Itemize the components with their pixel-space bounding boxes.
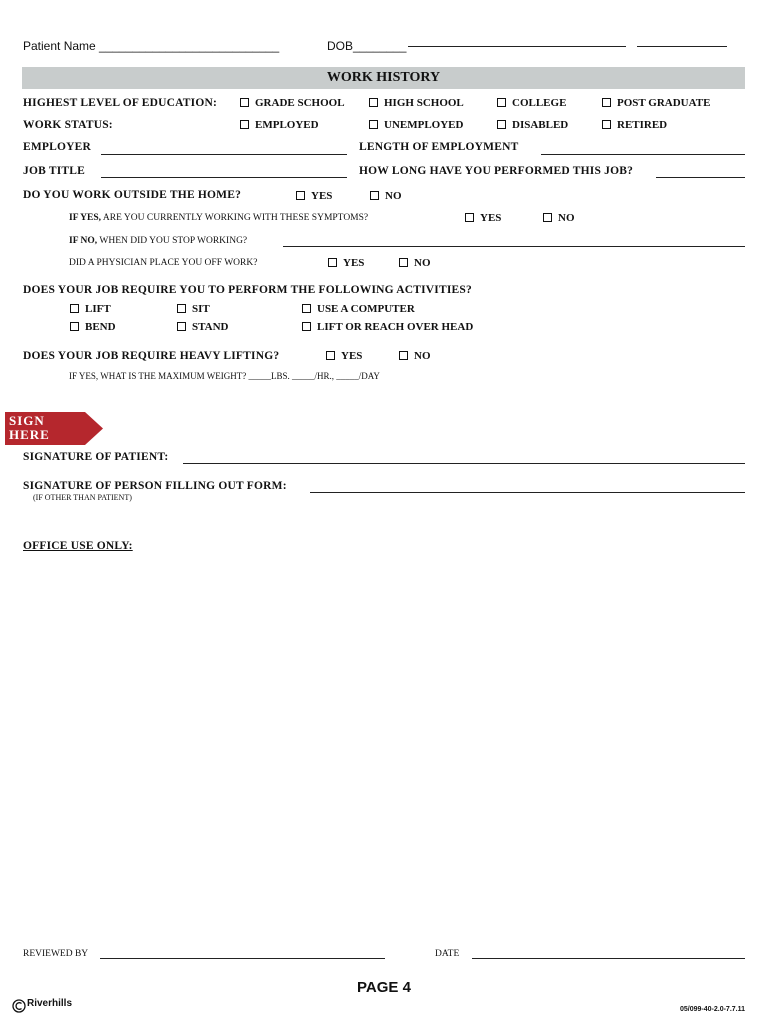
job-title-field[interactable] — [101, 177, 347, 178]
work-status-employed[interactable]: EMPLOYED — [240, 119, 319, 131]
person-signature-field[interactable] — [310, 492, 745, 493]
activity-lift[interactable]: LIFT — [70, 303, 111, 315]
work-status-label: WORK STATUS: — [23, 119, 113, 131]
max-weight-question: IF YES, WHAT IS THE MAXIMUM WEIGHT? _____LBS. _____/HR., _____/DAY — [69, 371, 380, 381]
education-label: HIGHEST LEVEL OF EDUCATION: — [23, 97, 218, 109]
symptoms-yes[interactable]: YES — [465, 212, 501, 224]
patient-name-label: Patient Name ___________________________ — [23, 39, 280, 53]
checkbox-icon[interactable] — [240, 98, 249, 107]
stop-working-field[interactable] — [283, 246, 745, 247]
patient-signature-label: SIGNATURE OF PATIENT: — [23, 451, 169, 463]
checkbox-icon[interactable] — [399, 351, 408, 360]
heavy-lifting-yes[interactable]: YES — [326, 350, 362, 362]
activity-sit[interactable]: SIT — [177, 303, 210, 315]
dob-field-line[interactable] — [408, 46, 626, 47]
work-status-disabled[interactable]: DISABLED — [497, 119, 568, 131]
checkbox-icon[interactable] — [296, 191, 305, 200]
if-no-question: IF NO, WHEN DID YOU STOP WORKING? — [69, 236, 248, 246]
work-status-unemployed[interactable]: UNEMPLOYED — [369, 119, 463, 131]
checkbox-icon[interactable] — [240, 120, 249, 129]
how-long-field[interactable] — [656, 177, 745, 178]
physician-no[interactable]: NO — [399, 257, 431, 269]
how-long-label: HOW LONG HAVE YOU PERFORMED THIS JOB? — [359, 165, 634, 177]
checkbox-icon[interactable] — [399, 258, 408, 267]
checkbox-icon[interactable] — [369, 120, 378, 129]
if-yes-question: IF YES, ARE YOU CURRENTLY WORKING WITH THESE SYMPTOMS? — [69, 213, 369, 223]
sign-here-badge — [5, 412, 103, 445]
heavy-lifting-label: DOES YOUR JOB REQUIRE HEAVY LIFTING? — [23, 350, 280, 362]
activity-lift-reach-overhead[interactable]: LIFT OR REACH OVER HEAD — [302, 321, 473, 333]
job-title-label: JOB TITLE — [23, 165, 85, 177]
employer-label: EMPLOYER — [23, 141, 92, 153]
activity-bend[interactable]: BEND — [70, 321, 116, 333]
education-post-graduate[interactable]: POST GRADUATE — [602, 97, 710, 109]
checkbox-icon[interactable] — [177, 322, 186, 331]
sign-here-line2: HERE — [9, 427, 50, 442]
length-of-employment-field[interactable] — [541, 154, 745, 155]
checkbox-icon[interactable] — [465, 213, 474, 222]
checkbox-icon[interactable] — [602, 98, 611, 107]
checkbox-icon[interactable] — [602, 120, 611, 129]
activities-label: DOES YOUR JOB REQUIRE YOU TO PERFORM THE FOLLOWING ACTIVITIES? — [23, 284, 472, 296]
person-signature-note: (IF OTHER THAN PATIENT) — [33, 493, 132, 502]
reviewed-by-field[interactable] — [100, 958, 385, 959]
checkbox-icon[interactable] — [70, 322, 79, 331]
form-code: 05/099-40-2.0-7.7.11 — [680, 1006, 745, 1013]
physician-yes[interactable]: YES — [328, 257, 364, 269]
office-use-label: OFFICE USE ONLY: — [23, 540, 133, 552]
education-college[interactable]: COLLEGE — [497, 97, 566, 109]
checkbox-icon[interactable] — [328, 258, 337, 267]
checkbox-icon[interactable] — [370, 191, 379, 200]
extra-field-line[interactable] — [637, 46, 727, 47]
checkbox-icon[interactable] — [369, 98, 378, 107]
physician-question: DID A PHYSICIAN PLACE YOU OFF WORK? — [69, 258, 258, 268]
length-of-employment-label: LENGTH OF EMPLOYMENT — [359, 141, 519, 153]
dob-label: DOB________ — [327, 39, 407, 53]
checkbox-icon[interactable] — [497, 98, 506, 107]
activity-stand[interactable]: STAND — [177, 321, 228, 333]
checkbox-icon[interactable] — [302, 322, 311, 331]
reviewed-by-label: REVIEWED BY — [23, 949, 89, 959]
checkbox-icon[interactable] — [70, 304, 79, 313]
outside-home-no[interactable]: NO — [370, 190, 402, 202]
heavy-lifting-no[interactable]: NO — [399, 350, 431, 362]
checkbox-icon[interactable] — [302, 304, 311, 313]
education-grade-school[interactable]: GRADE SCHOOL — [240, 97, 345, 109]
logo-circle-icon — [12, 999, 26, 1013]
work-status-retired[interactable]: RETIRED — [602, 119, 667, 131]
sign-here-line1: SIGN — [9, 413, 45, 428]
checkbox-icon[interactable] — [177, 304, 186, 313]
checkbox-icon[interactable] — [326, 351, 335, 360]
date-field[interactable] — [472, 958, 745, 959]
outside-home-label: DO YOU WORK OUTSIDE THE HOME? — [23, 189, 242, 201]
logo-text: Riverhills — [27, 998, 73, 1009]
symptoms-no[interactable]: NO — [543, 212, 575, 224]
outside-home-yes[interactable]: YES — [296, 190, 332, 202]
employer-field[interactable] — [101, 154, 347, 155]
person-signature-label: SIGNATURE OF PERSON FILLING OUT FORM: — [23, 480, 287, 492]
checkbox-icon[interactable] — [497, 120, 506, 129]
section-title: WORK HISTORY — [326, 70, 441, 85]
page-number: PAGE 4 — [357, 979, 411, 996]
patient-signature-field[interactable] — [183, 463, 745, 464]
checkbox-icon[interactable] — [543, 213, 552, 222]
activity-use-computer[interactable]: USE A COMPUTER — [302, 303, 415, 315]
education-high-school[interactable]: HIGH SCHOOL — [369, 97, 464, 109]
date-label: DATE — [435, 949, 460, 959]
